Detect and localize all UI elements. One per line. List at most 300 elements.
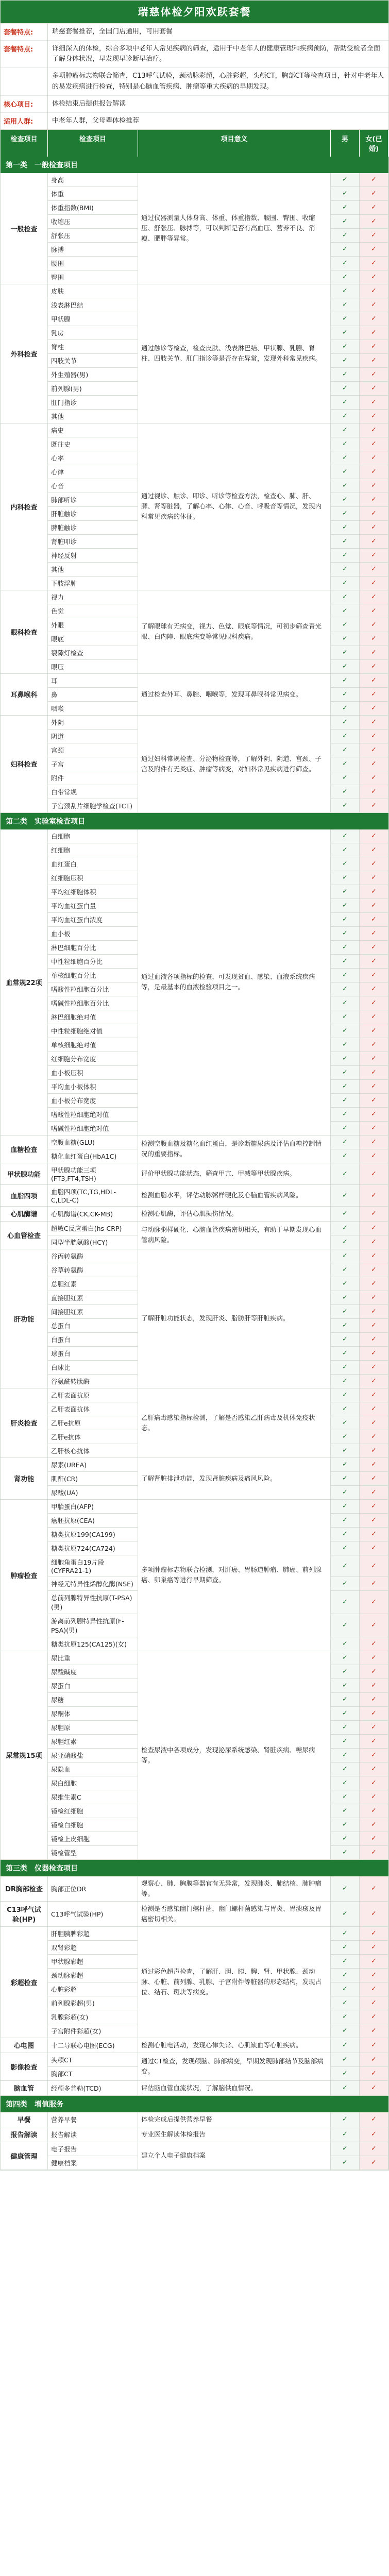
male-check: ✓ bbox=[331, 730, 360, 743]
item-cell: 胸部正位DR bbox=[48, 1876, 138, 1902]
female-check: ✓ bbox=[360, 1955, 388, 1969]
category-cell: 血脂四项 bbox=[1, 1185, 48, 1207]
item-cell: 红细胞分布宽度 bbox=[48, 1052, 138, 1066]
male-check: ✓ bbox=[331, 1637, 360, 1651]
female-check: ✓ bbox=[360, 521, 388, 535]
male-check: ✓ bbox=[331, 382, 360, 396]
item-cell: 经颅多普勒(TCD) bbox=[48, 2081, 138, 2096]
item-cell: 糖类抗原724(CA724) bbox=[48, 1541, 138, 1555]
female-check: ✓ bbox=[360, 1444, 388, 1458]
male-check: ✓ bbox=[331, 1444, 360, 1458]
item-cell: 谷丙转氨酶 bbox=[48, 1249, 138, 1263]
male-check: ✓ bbox=[331, 955, 360, 969]
item-cell: 单核细胞绝对值 bbox=[48, 1038, 138, 1052]
female-check: ✓ bbox=[360, 1052, 388, 1066]
male-check: ✓ bbox=[331, 799, 360, 813]
female-check: ✓ bbox=[360, 1969, 388, 1982]
category-cell: 血糖检查 bbox=[1, 1136, 48, 1163]
category-cell: 报告解读 bbox=[1, 2127, 48, 2142]
item-cell: 嗜碱性粒细胞绝对值 bbox=[48, 1122, 138, 1136]
female-check: ✓ bbox=[360, 969, 388, 982]
item-cell: 神经元特异性烯醇化酶(NSE) bbox=[48, 1577, 138, 1591]
male-check: ✓ bbox=[331, 1577, 360, 1591]
female-check: ✓ bbox=[360, 1735, 388, 1749]
female-check: ✓ bbox=[360, 1066, 388, 1080]
male-check: ✓ bbox=[331, 674, 360, 688]
female-check: ✓ bbox=[360, 1375, 388, 1388]
male-check: ✓ bbox=[331, 899, 360, 913]
male-check: ✓ bbox=[331, 2038, 360, 2053]
item-cell: 中性粒细胞绝对值 bbox=[48, 1024, 138, 1038]
info-value: 中老年人群，父母辈体检推荐 bbox=[48, 112, 388, 129]
female-check: ✓ bbox=[360, 1024, 388, 1038]
female-check: ✓ bbox=[360, 996, 388, 1010]
male-check: ✓ bbox=[331, 1902, 360, 1927]
female-check: ✓ bbox=[360, 688, 388, 702]
male-check: ✓ bbox=[331, 410, 360, 423]
female-check: ✓ bbox=[360, 730, 388, 743]
male-check: ✓ bbox=[331, 1185, 360, 1207]
female-check: ✓ bbox=[360, 1458, 388, 1472]
male-check: ✓ bbox=[331, 913, 360, 927]
description-cell: 评价甲状腺功能状态，筛查甲亢、甲减等甲状腺疾病。 bbox=[138, 1163, 331, 1185]
info-key: 套餐特点: bbox=[1, 40, 48, 67]
item-cell: 视力 bbox=[48, 590, 138, 604]
male-check: ✓ bbox=[331, 2067, 360, 2081]
item-cell: 阴道 bbox=[48, 730, 138, 743]
item-cell: 舒张压 bbox=[48, 229, 138, 243]
male-check: ✓ bbox=[331, 1591, 360, 1614]
female-check: ✓ bbox=[360, 1996, 388, 2010]
item-cell: 其他 bbox=[48, 563, 138, 577]
female-check: ✓ bbox=[360, 201, 388, 215]
item-cell: 尿糖 bbox=[48, 1693, 138, 1707]
male-check: ✓ bbox=[331, 563, 360, 577]
male-check: ✓ bbox=[331, 1832, 360, 1846]
item-cell: 血小板 bbox=[48, 927, 138, 941]
info-value: 详细深入的体检，综合多项中老年人常见疾病的筛查，适用于中老年人的健康管理和疾病预防，帮助受检者全面了解身体状况，早发现早诊断早治疗。 bbox=[48, 40, 388, 67]
item-cell: 尿隐血 bbox=[48, 1762, 138, 1776]
item-cell: 白球比 bbox=[48, 1361, 138, 1375]
package-info bbox=[1, 23, 388, 130]
female-check: ✓ bbox=[360, 465, 388, 479]
male-check: ✓ bbox=[331, 1388, 360, 1402]
female-check: ✓ bbox=[360, 382, 388, 396]
item-cell: 甲状腺功能三项(FT3,FT4,TSH) bbox=[48, 1163, 138, 1185]
male-check: ✓ bbox=[331, 1651, 360, 1665]
item-cell: 谷草转氨酶 bbox=[48, 1263, 138, 1277]
female-check: ✓ bbox=[360, 340, 388, 354]
female-check: ✓ bbox=[360, 1080, 388, 1094]
female-check: ✓ bbox=[360, 785, 388, 799]
male-check: ✓ bbox=[331, 312, 360, 326]
item-cell: 外生殖器(男) bbox=[48, 368, 138, 382]
female-check: ✓ bbox=[360, 1941, 388, 1955]
female-check: ✓ bbox=[360, 187, 388, 201]
female-check: ✓ bbox=[360, 857, 388, 871]
male-check: ✓ bbox=[331, 843, 360, 857]
female-check: ✓ bbox=[360, 1514, 388, 1528]
female-check: ✓ bbox=[360, 1591, 388, 1614]
female-check: ✓ bbox=[360, 843, 388, 857]
info-value: 瑞慈套餐推荐，全国门店通用，可用套餐 bbox=[48, 23, 388, 40]
male-check: ✓ bbox=[331, 2127, 360, 2142]
male-check: ✓ bbox=[331, 437, 360, 451]
male-check: ✓ bbox=[331, 549, 360, 563]
male-check: ✓ bbox=[331, 702, 360, 716]
item-cell: 脉搏 bbox=[48, 243, 138, 257]
male-check: ✓ bbox=[331, 521, 360, 535]
item-cell: 红细胞 bbox=[48, 843, 138, 857]
female-check: ✓ bbox=[360, 1038, 388, 1052]
item-cell: 附件 bbox=[48, 771, 138, 785]
description-cell: 与动脉粥样硬化、心脑血管疾病密切相关，有助于早期发现心血管病风险。 bbox=[138, 1222, 331, 1249]
female-check: ✓ bbox=[360, 1185, 388, 1207]
category-cell: 一般检查 bbox=[1, 173, 48, 284]
item-cell: 甲状腺 bbox=[48, 312, 138, 326]
male-check: ✓ bbox=[331, 1818, 360, 1832]
female-check: ✓ bbox=[360, 1207, 388, 1222]
female-check: ✓ bbox=[360, 1222, 388, 1235]
female-check: ✓ bbox=[360, 243, 388, 257]
male-check: ✓ bbox=[331, 1969, 360, 1982]
item-cell: 身高 bbox=[48, 173, 138, 187]
male-check: ✓ bbox=[331, 632, 360, 646]
item-cell: 前列腺彩超(男) bbox=[48, 1996, 138, 2010]
item-cell: 体重 bbox=[48, 187, 138, 201]
female-check: ✓ bbox=[360, 660, 388, 674]
male-check: ✓ bbox=[331, 1458, 360, 1472]
item-cell: 色觉 bbox=[48, 604, 138, 618]
item-cell: 超敏C反应蛋白(hs-CRP) bbox=[48, 1222, 138, 1235]
female-check: ✓ bbox=[360, 1472, 388, 1486]
male-check: ✓ bbox=[331, 215, 360, 229]
section-header: 第四类 增值服务 bbox=[1, 2096, 388, 2112]
description-cell: 通过视诊、触诊、叩诊、听诊等检查方法，检查心、肺、肝、脾、肾等脏器，了解心率、心律、心音、呼吸音等情况，发现内科常见疾病的体征。 bbox=[138, 423, 331, 590]
female-check: ✓ bbox=[360, 716, 388, 730]
female-check: ✓ bbox=[360, 1749, 388, 1762]
female-check: ✓ bbox=[360, 1263, 388, 1277]
description-cell: 通过触诊等检查，检查皮肤、浅表淋巴结、甲状腺、乳腺、脊柱、四肢关节、肛门指诊等是否存在异常，发现外科常见疾病。 bbox=[138, 284, 331, 423]
female-check: ✓ bbox=[360, 1430, 388, 1444]
female-check: ✓ bbox=[360, 298, 388, 312]
item-cell: 谷氨酰转肽酶 bbox=[48, 1375, 138, 1388]
female-check: ✓ bbox=[360, 1846, 388, 1860]
male-check: ✓ bbox=[331, 2081, 360, 2096]
item-cell: 肾脏叩诊 bbox=[48, 535, 138, 549]
male-check: ✓ bbox=[331, 1024, 360, 1038]
item-cell: 尿白细胞 bbox=[48, 1776, 138, 1790]
female-check: ✓ bbox=[360, 632, 388, 646]
male-check: ✓ bbox=[331, 465, 360, 479]
male-check: ✓ bbox=[331, 326, 360, 340]
description-cell: 检测心脏电活动，发现心律失常、心肌缺血等心脏疾病。 bbox=[138, 2038, 331, 2053]
male-check: ✓ bbox=[331, 1541, 360, 1555]
male-check: ✓ bbox=[331, 1472, 360, 1486]
item-cell: 癌胚抗原(CEA) bbox=[48, 1514, 138, 1528]
male-check: ✓ bbox=[331, 187, 360, 201]
male-check: ✓ bbox=[331, 1375, 360, 1388]
info-key: 适用人群: bbox=[1, 112, 48, 129]
item-cell: 心音 bbox=[48, 479, 138, 493]
item-cell: 腰围 bbox=[48, 257, 138, 270]
female-check: ✓ bbox=[360, 1818, 388, 1832]
item-cell: 血红蛋白 bbox=[48, 857, 138, 871]
female-check: ✓ bbox=[360, 1291, 388, 1305]
female-check: ✓ bbox=[360, 1361, 388, 1375]
item-cell: 总前列腺特异性抗原(T-PSA)(男) bbox=[48, 1591, 138, 1614]
male-check: ✓ bbox=[331, 688, 360, 702]
male-check: ✓ bbox=[331, 2112, 360, 2127]
female-check: ✓ bbox=[360, 2038, 388, 2053]
item-cell: 嗜碱性粒细胞百分比 bbox=[48, 996, 138, 1010]
info-key: 套餐特点: bbox=[1, 23, 48, 40]
female-check: ✓ bbox=[360, 618, 388, 632]
male-check: ✓ bbox=[331, 969, 360, 982]
male-check: ✓ bbox=[331, 1207, 360, 1222]
item-cell: 十二导联心电图(ECG) bbox=[48, 2038, 138, 2053]
female-check: ✓ bbox=[360, 604, 388, 618]
package-title: 瑞慈体检夕阳欢跃套餐 bbox=[1, 1, 388, 23]
item-cell: 眼底 bbox=[48, 632, 138, 646]
description-cell: 观察心、肺、胸膜等器官有无异常，发现肺炎、肺结核、肺肿瘤等。 bbox=[138, 1876, 331, 1902]
male-check: ✓ bbox=[331, 1955, 360, 1969]
male-check: ✓ bbox=[331, 871, 360, 885]
item-cell: 肺部听诊 bbox=[48, 493, 138, 507]
description-cell: 体检完成后提供营养早餐 bbox=[138, 2112, 331, 2127]
male-check: ✓ bbox=[331, 996, 360, 1010]
item-cell: 心率 bbox=[48, 451, 138, 465]
female-check: ✓ bbox=[360, 284, 388, 298]
male-check: ✓ bbox=[331, 857, 360, 871]
header-desc: 项目意义 bbox=[138, 130, 331, 157]
item-cell: 神经反射 bbox=[48, 549, 138, 563]
female-check: ✓ bbox=[360, 2127, 388, 2142]
female-check: ✓ bbox=[360, 1762, 388, 1776]
item-cell: 尿维生素C bbox=[48, 1790, 138, 1804]
female-check: ✓ bbox=[360, 1333, 388, 1347]
item-cell: 乳房 bbox=[48, 326, 138, 340]
female-check: ✓ bbox=[360, 410, 388, 423]
item-cell: 空腹血糖(GLU) bbox=[48, 1136, 138, 1149]
item-cell: 皮肤 bbox=[48, 284, 138, 298]
female-check: ✓ bbox=[360, 1665, 388, 1679]
item-cell: 尿蛋白 bbox=[48, 1679, 138, 1693]
male-check: ✓ bbox=[331, 1996, 360, 2010]
male-check: ✓ bbox=[331, 1333, 360, 1347]
item-cell: 颈动脉彩超 bbox=[48, 1969, 138, 1982]
item-cell: 子宫 bbox=[48, 757, 138, 771]
male-check: ✓ bbox=[331, 1052, 360, 1066]
male-check: ✓ bbox=[331, 1790, 360, 1804]
male-check: ✓ bbox=[331, 716, 360, 730]
item-cell: 镜检管型 bbox=[48, 1846, 138, 1860]
male-check: ✓ bbox=[331, 2010, 360, 2024]
description-cell: 通过仪器测量人体身高、体重、体重指数、腰围、臀围、收缩压、舒张压、脉搏等，可以判断是否有高血压、营养不良、消瘦、肥胖等异常。 bbox=[138, 173, 331, 284]
category-cell: 脑血管 bbox=[1, 2081, 48, 2096]
item-cell: 眼压 bbox=[48, 660, 138, 674]
item-cell: 甲胎蛋白(AFP) bbox=[48, 1500, 138, 1514]
item-cell: 乙肝核心抗体 bbox=[48, 1444, 138, 1458]
item-cell: 总胆红素 bbox=[48, 1277, 138, 1291]
female-check: ✓ bbox=[360, 799, 388, 813]
section-header: 第三类 仪器检查项目 bbox=[1, 1860, 388, 1876]
female-check: ✓ bbox=[360, 173, 388, 187]
female-check: ✓ bbox=[360, 590, 388, 604]
female-check: ✓ bbox=[360, 493, 388, 507]
male-check: ✓ bbox=[331, 507, 360, 521]
category-cell: 血常规22项 bbox=[1, 829, 48, 1136]
female-check: ✓ bbox=[360, 2053, 388, 2067]
female-check: ✓ bbox=[360, 913, 388, 927]
male-check: ✓ bbox=[331, 368, 360, 382]
female-check: ✓ bbox=[360, 1679, 388, 1693]
male-check: ✓ bbox=[331, 201, 360, 215]
male-check: ✓ bbox=[331, 1876, 360, 1902]
item-cell: 总蛋白 bbox=[48, 1319, 138, 1333]
male-check: ✓ bbox=[331, 1277, 360, 1291]
item-cell: 胸部CT bbox=[48, 2067, 138, 2081]
item-cell: 糖类抗原199(CA199) bbox=[48, 1528, 138, 1541]
item-cell: 平均血红蛋白浓度 bbox=[48, 913, 138, 927]
male-check: ✓ bbox=[331, 1500, 360, 1514]
description-cell: 检测心肌酶，评估心肌损伤情况。 bbox=[138, 1207, 331, 1222]
item-cell: 平均血红蛋白量 bbox=[48, 899, 138, 913]
item-cell: 头颅CT bbox=[48, 2053, 138, 2067]
description-cell: 乙肝病毒感染指标检测，了解是否感染乙肝病毒及机体免疫状态。 bbox=[138, 1388, 331, 1458]
female-check: ✓ bbox=[360, 1122, 388, 1136]
female-check: ✓ bbox=[360, 674, 388, 688]
item-cell: 乙肝e抗体 bbox=[48, 1430, 138, 1444]
female-check: ✓ bbox=[360, 1651, 388, 1665]
male-check: ✓ bbox=[331, 1665, 360, 1679]
category-cell: 心电图 bbox=[1, 2038, 48, 2053]
item-cell: 四肢关节 bbox=[48, 354, 138, 368]
info-key: 核心项目: bbox=[1, 95, 48, 112]
category-cell: 影像检查 bbox=[1, 2053, 48, 2081]
male-check: ✓ bbox=[331, 423, 360, 437]
category-cell: DR胸部检查 bbox=[1, 1876, 48, 1902]
female-check: ✓ bbox=[360, 1305, 388, 1319]
item-cell: 游离前列腺特异性抗原(F-PSA)(男) bbox=[48, 1614, 138, 1637]
male-check: ✓ bbox=[331, 340, 360, 354]
male-check: ✓ bbox=[331, 757, 360, 771]
item-cell: 电子报告 bbox=[48, 2142, 138, 2156]
male-check: ✓ bbox=[331, 2024, 360, 2038]
male-check: ✓ bbox=[331, 1249, 360, 1263]
female-check: ✓ bbox=[360, 451, 388, 465]
male-check: ✓ bbox=[331, 577, 360, 590]
female-check: ✓ bbox=[360, 1541, 388, 1555]
male-check: ✓ bbox=[331, 1010, 360, 1024]
item-cell: 乙肝表面抗原 bbox=[48, 1388, 138, 1402]
item-cell: 淋巴细胞绝对值 bbox=[48, 1010, 138, 1024]
male-check: ✓ bbox=[331, 2156, 360, 2170]
male-check: ✓ bbox=[331, 590, 360, 604]
female-check: ✓ bbox=[360, 1902, 388, 1927]
male-check: ✓ bbox=[331, 1291, 360, 1305]
description-cell: 通过CT检查，发现颅脑、肺部病变，早期发现肺部结节及脑部病变。 bbox=[138, 2053, 331, 2081]
item-cell: 淋巴细胞百分比 bbox=[48, 941, 138, 955]
item-cell: 耳 bbox=[48, 674, 138, 688]
description-cell: 通过妇科常规检查、分泌物检查等，了解外阴、阴道、宫颈、子宫及附件有无炎症、肿瘤等病变，对妇科常见疾病进行筛查。 bbox=[138, 716, 331, 813]
section-header: 第一类 一般检查项目 bbox=[1, 157, 388, 173]
female-check: ✓ bbox=[360, 535, 388, 549]
male-check: ✓ bbox=[331, 1693, 360, 1707]
female-check: ✓ bbox=[360, 1528, 388, 1541]
item-cell: 白带常规 bbox=[48, 785, 138, 799]
category-cell: 早餐 bbox=[1, 2112, 48, 2127]
category-cell: 耳鼻喉科 bbox=[1, 674, 48, 716]
female-check: ✓ bbox=[360, 1010, 388, 1024]
female-check: ✓ bbox=[360, 479, 388, 493]
female-check: ✓ bbox=[360, 1577, 388, 1591]
item-cell: 体重指数(BMI) bbox=[48, 201, 138, 215]
header-female: 女(已婚) bbox=[360, 130, 388, 157]
female-check: ✓ bbox=[360, 229, 388, 243]
item-cell: 尿酸(UA) bbox=[48, 1486, 138, 1500]
female-check: ✓ bbox=[360, 1094, 388, 1108]
male-check: ✓ bbox=[331, 493, 360, 507]
category-cell: 眼科检查 bbox=[1, 590, 48, 674]
category-cell: 健康管理 bbox=[1, 2142, 48, 2170]
item-cell: 鼻 bbox=[48, 688, 138, 702]
item-cell: 间接胆红素 bbox=[48, 1305, 138, 1319]
category-cell: 甲状腺功能 bbox=[1, 1163, 48, 1185]
female-check: ✓ bbox=[360, 368, 388, 382]
female-check: ✓ bbox=[360, 829, 388, 843]
category-cell: 内科检查 bbox=[1, 423, 48, 590]
category-cell: 妇科检查 bbox=[1, 716, 48, 813]
male-check: ✓ bbox=[331, 1555, 360, 1577]
male-check: ✓ bbox=[331, 1776, 360, 1790]
item-cell: 乙肝e抗原 bbox=[48, 1416, 138, 1430]
female-check: ✓ bbox=[360, 941, 388, 955]
category-cell: 肝功能 bbox=[1, 1249, 48, 1388]
female-check: ✓ bbox=[360, 757, 388, 771]
item-cell: 血小板压积 bbox=[48, 1066, 138, 1080]
item-cell: 尿酸碱度 bbox=[48, 1665, 138, 1679]
female-check: ✓ bbox=[360, 1876, 388, 1902]
item-cell: 心律 bbox=[48, 465, 138, 479]
female-check: ✓ bbox=[360, 257, 388, 270]
male-check: ✓ bbox=[331, 1122, 360, 1136]
item-cell: 红细胞压积 bbox=[48, 871, 138, 885]
category-cell: 肝炎检查 bbox=[1, 1388, 48, 1458]
item-cell: 外阴 bbox=[48, 716, 138, 730]
female-check: ✓ bbox=[360, 2142, 388, 2156]
male-check: ✓ bbox=[331, 1136, 360, 1149]
female-check: ✓ bbox=[360, 2081, 388, 2096]
item-cell: 收缩压 bbox=[48, 215, 138, 229]
female-check: ✓ bbox=[360, 396, 388, 410]
item-cell: 同型半胱氨酸(HCY) bbox=[48, 1235, 138, 1249]
female-check: ✓ bbox=[360, 1235, 388, 1249]
male-check: ✓ bbox=[331, 1402, 360, 1416]
category-cell: 心肌酶谱 bbox=[1, 1207, 48, 1222]
female-check: ✓ bbox=[360, 646, 388, 660]
male-check: ✓ bbox=[331, 1416, 360, 1430]
female-check: ✓ bbox=[360, 885, 388, 899]
item-cell: 双肾彩超 bbox=[48, 1941, 138, 1955]
male-check: ✓ bbox=[331, 618, 360, 632]
female-check: ✓ bbox=[360, 1416, 388, 1430]
package-table bbox=[1, 130, 388, 2170]
male-check: ✓ bbox=[331, 771, 360, 785]
female-check: ✓ bbox=[360, 1319, 388, 1333]
male-check: ✓ bbox=[331, 604, 360, 618]
description-cell: 检测血脂水平，评估动脉粥样硬化及心脑血管疾病风险。 bbox=[138, 1185, 331, 1207]
